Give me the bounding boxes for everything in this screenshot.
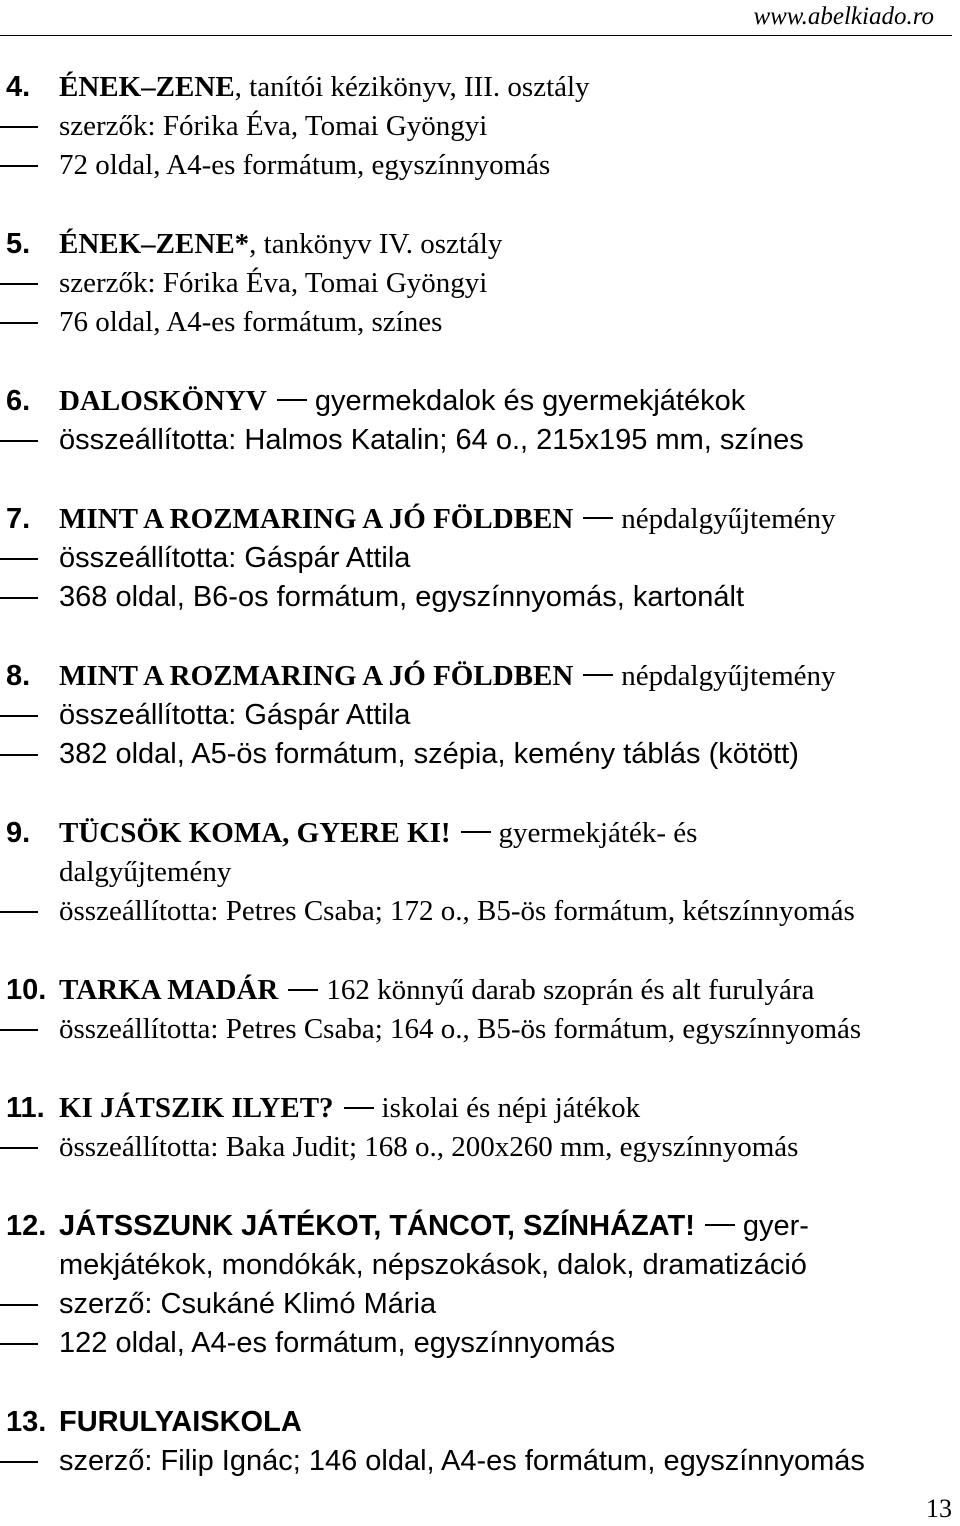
entry-title-rest: , tankönyv IV. osztály (249, 228, 503, 260)
book-entry-8 (0, 657, 960, 774)
entry-detail: szerzők: Fórika Éva, Tomai Gyöngyi (59, 110, 488, 142)
entry-title: DALOSKÖNYV (59, 385, 267, 417)
book-entry-10 (0, 971, 960, 1049)
dash-marker (0, 1029, 38, 1031)
dash-marker (0, 911, 38, 913)
entry-subtitle: népdalgyűjtemény (621, 660, 836, 692)
book-entry-4 (0, 68, 960, 185)
dash-separator (583, 517, 613, 519)
entry-detail: összeállította: Gáspár Attila (59, 699, 411, 731)
dash-marker (0, 715, 38, 717)
book-entry-13 (0, 1403, 960, 1481)
entry-number: 8. (6, 660, 31, 692)
entry-subtitle: gyermekdalok és gyermekjátékok (314, 385, 746, 417)
entry-detail: összeállította: Halmos Katalin; 64 o., 215x195 mm, színes (59, 424, 804, 456)
entry-number: 11. (6, 1092, 45, 1124)
entry-detail: 382 oldal, A5-ös formátum, szépia, kemény táblás (kötött) (59, 738, 799, 770)
entry-title: ÉNEK–ZENE (59, 71, 235, 103)
entry-number: 7. (6, 503, 31, 535)
entry-detail: szerzők: Fórika Éva, Tomai Gyöngyi (59, 267, 488, 299)
dash-marker (0, 165, 38, 167)
entry-subtitle: 162 könnyű darab szoprán és alt furulyára (326, 974, 815, 1006)
dash-marker (0, 754, 38, 756)
dash-marker (0, 1147, 38, 1149)
dash-marker (0, 597, 38, 599)
dash-marker (0, 1461, 38, 1463)
entry-detail: 72 oldal, A4-es formátum, egyszínnyomás (59, 149, 551, 181)
dash-separator (277, 399, 307, 401)
entry-detail: 76 oldal, A4-es formátum, színes (59, 306, 443, 338)
book-entry-9 (0, 814, 960, 931)
entry-number: 5. (6, 228, 31, 260)
dash-separator (344, 1107, 374, 1109)
dash-marker (0, 126, 38, 128)
dash-separator (288, 989, 318, 991)
entry-detail: 368 oldal, B6-os formátum, egyszínnyomás, kartonált (59, 581, 745, 613)
dash-marker (0, 283, 38, 285)
entry-number: 10. (6, 974, 47, 1006)
book-entry-5 (0, 225, 960, 342)
entry-subtitle: népdalgyűjtemény (621, 503, 836, 535)
entry-title: JÁTSSZUNK JÁTÉKOT, TÁNCOT, SZÍNHÁZAT! (59, 1210, 695, 1242)
header-divider (0, 35, 952, 36)
entry-detail: szerző: Csukáné Klimó Mária (59, 1288, 437, 1320)
entry-number: 12. (6, 1210, 47, 1242)
book-entry-11 (0, 1089, 960, 1167)
dash-marker (0, 1304, 38, 1306)
dash-marker (0, 322, 38, 324)
entry-subtitle: iskolai és népi játékok (381, 1092, 641, 1124)
dash-marker (0, 1343, 38, 1345)
entry-title: KI JÁTSZIK ILYET? (59, 1092, 334, 1124)
entry-number: 9. (6, 817, 31, 849)
page-number: 13 (926, 1494, 952, 1523)
dash-marker (0, 440, 38, 442)
dash-marker (0, 558, 38, 560)
book-entry-7 (0, 500, 960, 617)
entry-title: MINT A ROZMARING A JÓ FÖLDBEN (59, 503, 574, 535)
entry-title: FURULYAISKOLA (59, 1406, 302, 1438)
dash-separator (583, 674, 613, 676)
entry-detail: összeállította: Petres Csaba; 172 o., B5-ös formátum, kétszínnyomás (59, 895, 855, 927)
entry-subtitle: gyermekjáték- és (498, 817, 698, 849)
dash-separator (705, 1224, 735, 1226)
entry-number: 4. (6, 71, 31, 103)
book-entry-12 (0, 1207, 960, 1363)
entry-subtitle: gyer- (742, 1210, 809, 1242)
entry-subtitle-cont: mekjátékok, mondókák, népszokások, dalok, dramatizáció (59, 1249, 807, 1281)
entry-subtitle-cont: dalgyűjtemény (59, 856, 232, 888)
entry-detail: szerző: Filip Ignác; 146 oldal, A4-es formátum, egyszínnyomás (59, 1445, 865, 1477)
book-list (0, 68, 960, 1521)
header-url: www.abelkiado.ro (753, 3, 934, 30)
entry-number: 13. (6, 1406, 47, 1438)
entry-title-rest: , tanítói kézikönyv, III. osztály (234, 71, 590, 103)
entry-number: 6. (6, 385, 31, 417)
entry-detail: összeállította: Baka Judit; 168 o., 200x260 mm, egyszínnyomás (59, 1131, 799, 1163)
book-entry-6 (0, 382, 960, 460)
entry-title: MINT A ROZMARING A JÓ FÖLDBEN (59, 660, 574, 692)
entry-detail: 122 oldal, A4-es formátum, egyszínnyomás (59, 1327, 616, 1359)
dash-separator (461, 831, 491, 833)
entry-title: TÜCSÖK KOMA, GYERE KI! (59, 817, 451, 849)
entry-title: TARKA MADÁR (59, 974, 279, 1006)
entry-detail: összeállította: Petres Csaba; 164 o., B5-ös formátum, egyszínnyomás (59, 1013, 862, 1045)
entry-detail: összeállította: Gáspár Attila (59, 542, 411, 574)
entry-title: ÉNEK–ZENE* (59, 228, 250, 260)
